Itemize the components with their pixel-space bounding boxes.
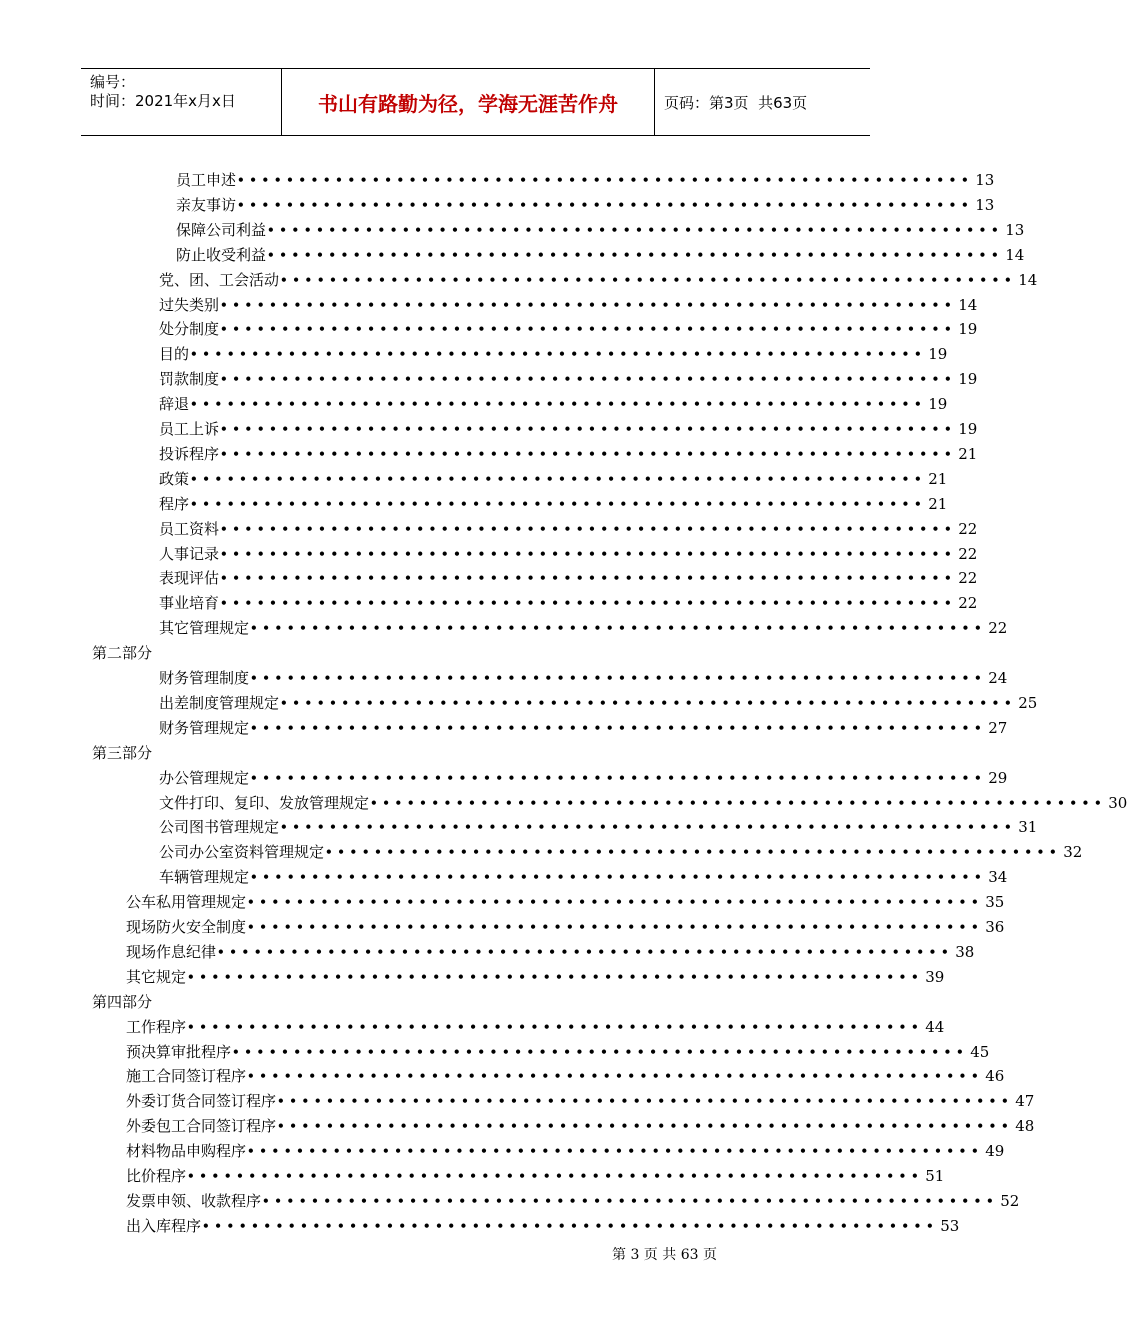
toc-entry[interactable]	[159, 691, 1038, 716]
toc-entry[interactable]	[159, 566, 978, 591]
toc-entry[interactable]	[159, 367, 978, 392]
toc-entry[interactable]	[159, 467, 948, 492]
toc-leader-dots: ••••••••••••••••••••••••••••••••••••••••••••••••••••••••••••	[220, 298, 957, 312]
toc-leader-dots: ••••••••••••••••••••••••••••••••••••••••••••••••••••••••••••	[190, 497, 927, 511]
toc-leader-dots: ••••••••••••••••••••••••••••••••••••••••••••••••••••••••••••	[190, 472, 927, 486]
toc-entry-page: 13	[975, 171, 995, 189]
toc-entry-page: 34	[988, 868, 1008, 886]
toc-leader-dots: ••••••••••••••••••••••••••••••••••••••••••••••••••••••••••••	[237, 173, 974, 187]
toc-entry[interactable]	[126, 915, 1005, 940]
toc-entry[interactable]	[176, 168, 995, 193]
toc-entry-title: 出入库程序	[126, 1217, 202, 1235]
toc-leader-dots: ••••••••••••••••••••••••••••••••••••••••••••••••••••••••••••	[220, 522, 957, 536]
toc-leader-dots: ••••••••••••••••••••••••••••••••••••••••••••••••••••••••••••	[280, 820, 1017, 834]
toc-entry-title: 员工资料	[159, 520, 220, 538]
toc-entry-title: 投诉程序	[159, 445, 220, 463]
toc-entry-title: 其它管理规定	[159, 619, 250, 637]
toc-entry-title: 现场防火安全制度	[126, 918, 247, 936]
toc-leader-dots: ••••••••••••••••••••••••••••••••••••••••••••••••••••••••••••	[247, 1144, 984, 1158]
header-divider	[654, 69, 655, 135]
toc-entry-title: 施工合同签订程序	[126, 1067, 247, 1085]
toc-entry[interactable]	[159, 766, 1008, 791]
page-header	[81, 68, 870, 136]
toc-entry-page: 46	[985, 1067, 1005, 1085]
toc-entry[interactable]	[159, 317, 978, 342]
toc-leader-dots: ••••••••••••••••••••••••••••••••••••••••••••••••••••••••••••	[262, 1194, 999, 1208]
toc-leader-dots: ••••••••••••••••••••••••••••••••••••••••••••••••••••••••••••	[250, 621, 987, 635]
time-label: 时间：2021年x月x日	[90, 92, 236, 110]
toc-entry[interactable]	[126, 1015, 945, 1040]
toc-entry-page: 21	[928, 470, 948, 488]
toc-entry-title: 公司办公室资料管理规定	[159, 843, 325, 861]
toc-entry-title: 文件打印、复印、发放管理规定	[159, 794, 370, 812]
toc-entry-page: 31	[1018, 818, 1038, 836]
toc-entry[interactable]	[159, 542, 978, 567]
toc-entry-title: 现场作息纪律	[126, 943, 217, 961]
toc-leader-dots: ••••••••••••••••••••••••••••••••••••••••••••••••••••••••••••	[267, 248, 1004, 262]
toc-entry[interactable]	[126, 1214, 960, 1239]
toc-entry-page: 44	[925, 1018, 945, 1036]
toc-entry-title: 员工上诉	[159, 420, 220, 438]
toc-leader-dots: ••••••••••••••••••••••••••••••••••••••••••••••••••••••••••••	[187, 1169, 924, 1183]
toc-entry-page: 22	[988, 619, 1008, 637]
toc-section-heading: 第三部分	[92, 744, 153, 762]
toc-leader-dots: ••••••••••••••••••••••••••••••••••••••••••••••••••••••••••••	[325, 845, 1062, 859]
toc-section-heading: 第四部分	[92, 993, 153, 1011]
toc-entry-page: 32	[1063, 843, 1083, 861]
toc-entry-page: 39	[925, 968, 945, 986]
number-label: 编号：	[90, 73, 136, 91]
toc-entry[interactable]	[176, 243, 1025, 268]
toc-leader-dots: ••••••••••••••••••••••••••••••••••••••••••••••••••••••••••••	[250, 721, 987, 735]
toc-entry-title: 辞退	[159, 395, 190, 413]
toc-leader-dots: ••••••••••••••••••••••••••••••••••••••••••••••••••••••••••••	[232, 1045, 969, 1059]
toc-entry-title: 罚款制度	[159, 370, 220, 388]
toc-entry-page: 19	[958, 420, 978, 438]
toc-entry[interactable]	[176, 193, 995, 218]
toc-leader-dots: ••••••••••••••••••••••••••••••••••••••••••••••••••••••••••••	[247, 895, 984, 909]
toc-entry-page: 21	[958, 445, 978, 463]
toc-entry[interactable]	[159, 666, 1008, 691]
toc-entry-page: 21	[928, 495, 948, 513]
toc-entry-page: 19	[958, 370, 978, 388]
toc-leader-dots: ••••••••••••••••••••••••••••••••••••••••••••••••••••••••••••	[217, 945, 954, 959]
toc-leader-dots: ••••••••••••••••••••••••••••••••••••••••••••••••••••••••••••	[247, 920, 984, 934]
header-left	[90, 73, 236, 111]
toc-entry-page: 52	[1000, 1192, 1020, 1210]
toc-entry-title: 员工申述	[176, 171, 237, 189]
toc-entry-page: 22	[958, 520, 978, 538]
toc-entry-title: 表现评估	[159, 569, 220, 587]
toc-entry-page: 14	[1005, 246, 1025, 264]
toc-entry-page: 38	[955, 943, 975, 961]
toc-entry[interactable]	[159, 591, 978, 616]
toc-entry-page: 22	[958, 545, 978, 563]
toc-entry[interactable]	[126, 1189, 1020, 1214]
toc-entry-title: 车辆管理规定	[159, 868, 250, 886]
toc-leader-dots: ••••••••••••••••••••••••••••••••••••••••••••••••••••••••••••	[250, 870, 987, 884]
toc-entry-page: 47	[1015, 1092, 1035, 1110]
toc-entry-title: 防止收受利益	[176, 246, 267, 264]
toc-entry-page: 19	[958, 320, 978, 338]
toc-entry[interactable]	[126, 940, 975, 965]
toc-entry-page: 29	[988, 769, 1008, 787]
toc-leader-dots: ••••••••••••••••••••••••••••••••••••••••••••••••••••••••••••	[220, 372, 957, 386]
toc-leader-dots: ••••••••••••••••••••••••••••••••••••••••••••••••••••••••••••	[277, 1094, 1014, 1108]
toc-entry-title: 过失类别	[159, 296, 220, 314]
toc-leader-dots: ••••••••••••••••••••••••••••••••••••••••••••••••••••••••••••	[220, 422, 957, 436]
toc-leader-dots: ••••••••••••••••••••••••••••••••••••••••••••••••••••••••••••	[220, 447, 957, 461]
header-page-info: 页码：第3页 共63页	[664, 94, 808, 112]
toc-entry-title: 其它规定	[126, 968, 187, 986]
toc-leader-dots: ••••••••••••••••••••••••••••••••••••••••••••••••••••••••••••	[220, 322, 957, 336]
toc-entry-title: 外委订货合同签订程序	[126, 1092, 277, 1110]
toc-entry-page: 45	[970, 1043, 990, 1061]
toc-entry[interactable]	[159, 840, 1083, 865]
toc-entry[interactable]	[159, 492, 948, 517]
toc-leader-dots: ••••••••••••••••••••••••••••••••••••••••••••••••••••••••••••	[220, 596, 957, 610]
toc-leader-dots: ••••••••••••••••••••••••••••••••••••••••••••••••••••••••••••	[190, 397, 927, 411]
toc-entry-page: 24	[988, 669, 1008, 687]
page-footer: 第 3 页 共 63 页	[612, 1247, 717, 1263]
toc-entry[interactable]	[126, 965, 945, 990]
toc-entry-page: 49	[985, 1142, 1005, 1160]
toc-leader-dots: ••••••••••••••••••••••••••••••••••••••••••••••••••••••••••••	[220, 547, 957, 561]
toc-entry-page: 51	[925, 1167, 945, 1185]
toc-entry-title: 保障公司利益	[176, 221, 267, 239]
toc-entry-page: 22	[958, 569, 978, 587]
toc-entry-title: 政策	[159, 470, 190, 488]
toc-entry-page: 14	[1018, 271, 1038, 289]
toc-entry-title: 人事记录	[159, 545, 220, 563]
toc-entry-page: 36	[985, 918, 1005, 936]
toc-entry-title: 外委包工合同签订程序	[126, 1117, 277, 1135]
toc-leader-dots: ••••••••••••••••••••••••••••••••••••••••••••••••••••••••••••	[277, 1119, 1014, 1133]
toc-entry-page: 25	[1018, 694, 1038, 712]
toc-entry-title: 公车私用管理规定	[126, 893, 247, 911]
toc-entry[interactable]	[126, 1164, 945, 1189]
toc-entry-page: 27	[988, 719, 1008, 737]
toc-entry[interactable]	[159, 342, 948, 367]
toc-section-heading: 第二部分	[92, 644, 153, 662]
toc-entry-page: 35	[985, 893, 1005, 911]
toc-entry[interactable]	[126, 890, 1005, 915]
toc-entry-page: 13	[975, 196, 995, 214]
toc-entry-title: 目的	[159, 345, 190, 363]
toc-entry-title: 亲友事访	[176, 196, 237, 214]
toc-entry-page: 19	[928, 345, 948, 363]
toc-leader-dots: ••••••••••••••••••••••••••••••••••••••••••••••••••••••••••••	[370, 796, 1107, 810]
toc-entry[interactable]	[159, 815, 1038, 840]
toc-entry[interactable]	[159, 616, 1008, 641]
toc-entry-title: 工作程序	[126, 1018, 187, 1036]
toc-leader-dots: ••••••••••••••••••••••••••••••••••••••••••••••••••••••••••••	[250, 771, 987, 785]
toc-entry[interactable]	[159, 293, 978, 318]
toc-leader-dots: ••••••••••••••••••••••••••••••••••••••••••••••••••••••••••••	[220, 571, 957, 585]
toc-entry[interactable]	[159, 865, 1008, 890]
toc-entry[interactable]	[126, 1139, 1005, 1164]
toc-entry[interactable]	[126, 1064, 1005, 1089]
toc-entry-page: 53	[940, 1217, 960, 1235]
toc-entry-title: 财务管理规定	[159, 719, 250, 737]
toc-entry-title: 发票申领、收款程序	[126, 1192, 262, 1210]
toc-entry-title: 处分制度	[159, 320, 220, 338]
toc-entry-title: 事业培育	[159, 594, 220, 612]
toc-entry[interactable]	[126, 1040, 990, 1065]
toc-leader-dots: ••••••••••••••••••••••••••••••••••••••••••••••••••••••••••••	[187, 970, 924, 984]
toc-entry[interactable]	[159, 716, 1008, 741]
toc-entry-title: 出差制度管理规定	[159, 694, 280, 712]
toc-leader-dots: ••••••••••••••••••••••••••••••••••••••••••••••••••••••••••••	[187, 1020, 924, 1034]
toc-entry-title: 预决算审批程序	[126, 1043, 232, 1061]
toc-entry-title: 程序	[159, 495, 190, 513]
toc-entry[interactable]	[126, 1114, 1035, 1139]
toc-entry-page: 13	[1005, 221, 1025, 239]
toc-entry-title: 党、团、工会活动	[159, 271, 280, 289]
toc-entry-page: 19	[928, 395, 948, 413]
toc-entry-page: 22	[958, 594, 978, 612]
toc-entry[interactable]	[159, 517, 978, 542]
toc-leader-dots: ••••••••••••••••••••••••••••••••••••••••••••••••••••••••••••	[267, 223, 1004, 237]
toc-leader-dots: ••••••••••••••••••••••••••••••••••••••••••••••••••••••••••••	[202, 1219, 939, 1233]
toc-entry-page: 14	[958, 296, 978, 314]
toc-entry-title: 比价程序	[126, 1167, 187, 1185]
header-motto: 书山有路勤为径，学海无涯苦作舟	[318, 92, 618, 116]
toc-leader-dots: ••••••••••••••••••••••••••••••••••••••••••••••••••••••••••••	[280, 273, 1017, 287]
toc-entry-title: 财务管理制度	[159, 669, 250, 687]
toc-entry[interactable]	[176, 218, 1025, 243]
toc-entry[interactable]	[159, 417, 978, 442]
toc-entry-title: 材料物品申购程序	[126, 1142, 247, 1160]
toc-entry-page: 48	[1015, 1117, 1035, 1135]
toc-leader-dots: ••••••••••••••••••••••••••••••••••••••••••••••••••••••••••••	[280, 696, 1017, 710]
toc-entry-title: 公司图书管理规定	[159, 818, 280, 836]
toc-entry[interactable]	[159, 791, 1128, 816]
toc-entry[interactable]	[159, 268, 1038, 293]
toc-entry[interactable]	[159, 442, 978, 467]
toc-entry-title: 办公管理规定	[159, 769, 250, 787]
toc-leader-dots: ••••••••••••••••••••••••••••••••••••••••••••••••••••••••••••	[237, 198, 974, 212]
toc-entry[interactable]	[159, 392, 948, 417]
toc-entry-page: 30	[1108, 794, 1128, 812]
toc-leader-dots: ••••••••••••••••••••••••••••••••••••••••••••••••••••••••••••	[250, 671, 987, 685]
toc-entry[interactable]	[126, 1089, 1035, 1114]
toc-leader-dots: ••••••••••••••••••••••••••••••••••••••••••••••••••••••••••••	[247, 1069, 984, 1083]
toc-leader-dots: ••••••••••••••••••••••••••••••••••••••••••••••••••••••••••••	[190, 347, 927, 361]
